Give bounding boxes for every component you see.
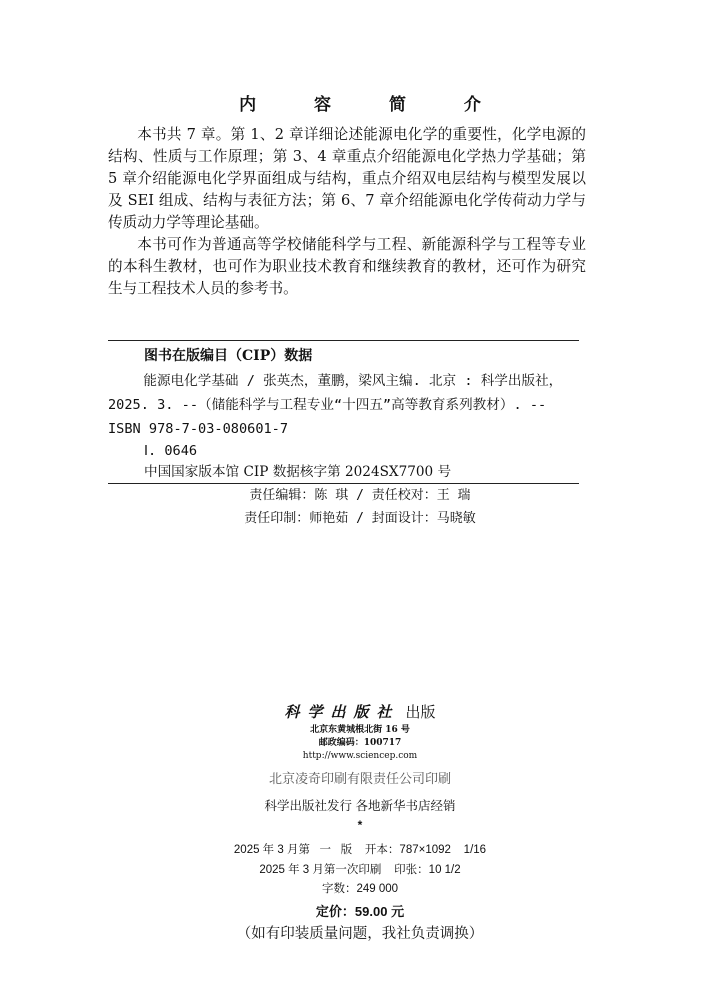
edition-info	[0, 840, 720, 880]
publisher-address: 北京东黄城根北街 16 号	[310, 725, 410, 735]
printer-line: 北京凌奇印刷有限责任公司印刷	[268, 771, 451, 786]
publisher-line	[0, 701, 720, 723]
summary-body	[108, 124, 586, 300]
publisher-suffix: 出版	[405, 703, 436, 721]
distribution-line: 科学出版社发行 各地新华书店经销	[264, 799, 456, 813]
printing-line: 2025 年 3 月第一次印刷 印张：10 1/2	[259, 864, 461, 876]
word-count: 字数：249 000	[321, 883, 399, 895]
price: 定价：59.00 元	[315, 904, 405, 919]
cip-top-rule	[108, 340, 579, 341]
publisher-logo: 科学出版社	[284, 703, 400, 721]
cip-bottom-rule	[108, 483, 579, 484]
summary-title: 内 容 简 介	[239, 95, 507, 115]
cip-library-number: 中国国家版本馆 CIP 数据核字第 2024SX7700 号	[144, 464, 452, 480]
staff-production: 责任印制：师艳茹 / 封面设计：马晓敏	[244, 511, 476, 526]
separator-star: *	[357, 818, 363, 832]
publisher-url: http://www.sciencep.com	[302, 751, 418, 761]
quality-notice: （如有印装质量问题，我社负责调换）	[236, 926, 484, 942]
cip-heading: 图书在版编目（CIP）数据	[144, 348, 313, 364]
cip-classification: Ⅰ. 0646	[144, 443, 198, 459]
staff-editors: 责任编辑：陈 琪 / 责任校对：王 瑞	[249, 488, 471, 503]
summary-paragraph: 本书可作为普通高等学校储能科学与工程、新能源科学与工程等专业的本科生教材，也可作为职业技术教育和继续教育的教材，还可作为研究生与工程技术人员的参考书。	[108, 236, 586, 297]
cip-record: 能源电化学基础 / 张英杰，董鹏，梁风主编. 北京 : 科学出版社，2025. 3. --（储能科学与工程专业“十四五”高等教育系列教材）. -- ISBN 978-7-03-080601-7	[108, 373, 563, 437]
publisher-postcode: 邮政编码：100717	[318, 738, 402, 748]
summary-paragraph: 本书共 7 章。第 1、2 章详细论述能源电化学的重要性，化学电源的结构、性质与工作原理；第 3、4 章重点介绍能源电化学热力学基础；第 5 章介绍能源电化学界面组成与结构，重点介绍双电层结构与模型发展以及 SEI 组成、结构与表征方法；第 6、7 章介绍能源电化学传荷动力学与传质动力学等理论基础。	[108, 126, 586, 231]
edition-line: 2025 年 3 月第 一 版 开本：787×1092 1/16	[233, 844, 487, 856]
